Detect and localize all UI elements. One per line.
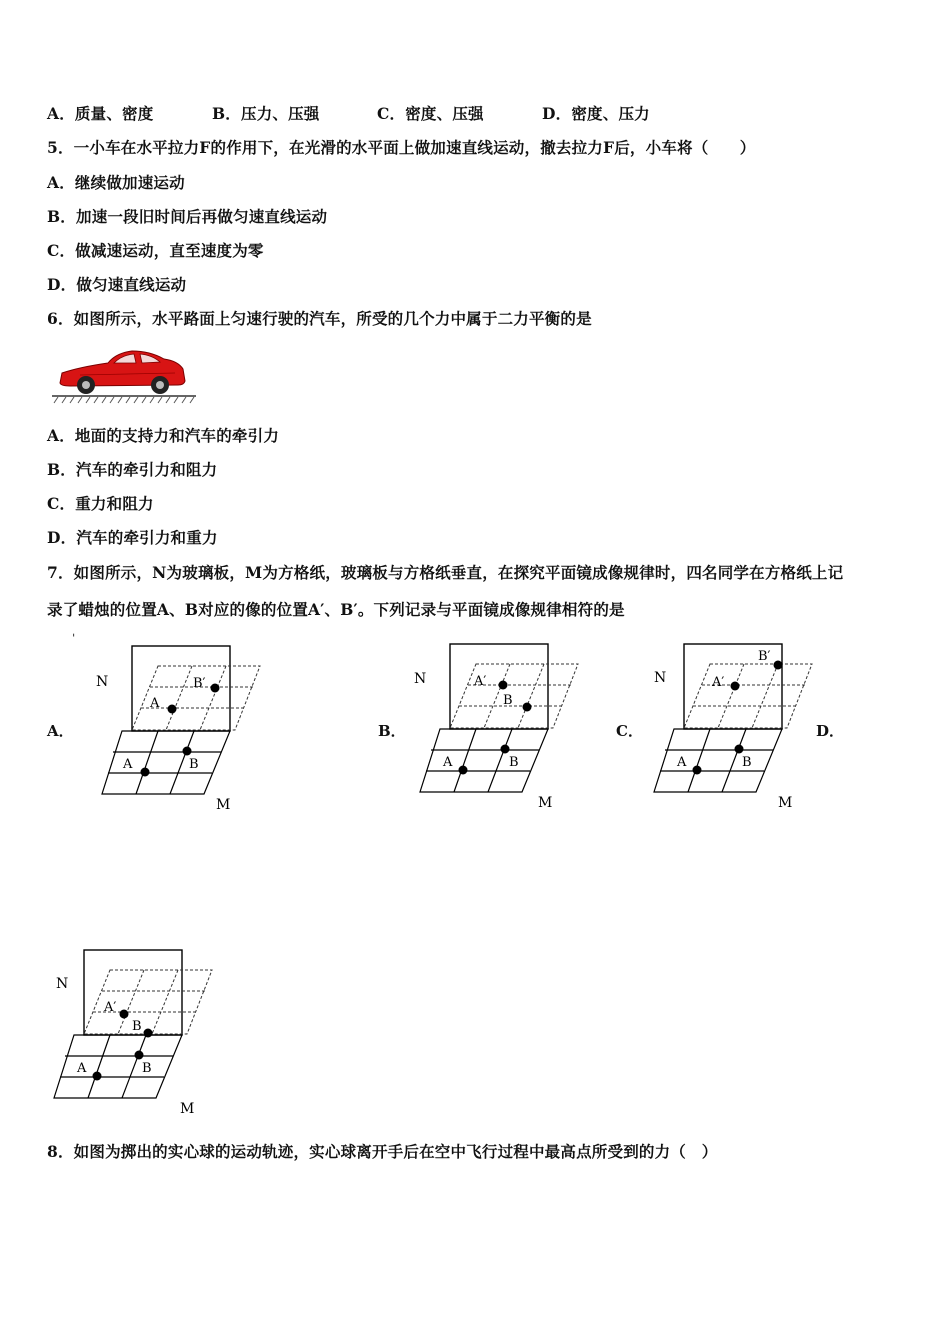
q4-option-a: A．质量、密度 xyxy=(47,104,154,123)
stray-mark: ˌ xyxy=(72,624,76,638)
q4-option-b: B．压力、压强 xyxy=(212,104,320,123)
label-a-image: A xyxy=(150,696,160,711)
q7-stem-line1: 7．如图所示，N为玻璃板，M为方格纸，玻璃板与方格纸垂直，在探究平面镜成像规律时，四名同学在方格纸上记 xyxy=(47,563,844,582)
q6-option-a: A．地面的支持力和汽车的牵引力 xyxy=(47,426,280,445)
q7-label-b: B． xyxy=(378,722,406,740)
label-b-image: B xyxy=(132,1019,142,1034)
label-b-image: B′ xyxy=(193,676,206,691)
label-b-image: B′ xyxy=(758,649,771,664)
label-m: M xyxy=(216,797,231,813)
mirror-figure-a xyxy=(90,640,270,820)
q8-stem: 8．如图为掷出的实心球的运动轨迹，实心球离开手后在空中飞行过程中最高点所受到的力（ ） xyxy=(47,1142,718,1161)
q6-option-c: C．重力和阻力 xyxy=(47,494,154,513)
q5-option-a: A．继续做加速运动 xyxy=(47,173,185,192)
q5-option-d: D．做匀速直线运动 xyxy=(47,275,187,294)
q6-stem: 6．如图所示，水平路面上匀速行驶的汽车，所受的几个力中属于二力平衡的是 xyxy=(47,309,592,328)
label-n: N xyxy=(654,670,667,686)
q6-option-b: B．汽车的牵引力和阻力 xyxy=(47,460,218,479)
label-m: M xyxy=(538,795,553,811)
label-b: B xyxy=(142,1061,152,1076)
label-a: A xyxy=(677,755,687,770)
q5-stem: 5．一小车在水平拉力F的作用下，在光滑的水平面上做加速直线运动，撤去拉力F后，小车将（ ） xyxy=(47,138,756,157)
label-n: N xyxy=(56,976,69,992)
q7-stem-line2: 录了蜡烛的位置A、B对应的像的位置A′、B′。下列记录与平面镜成像规律相符的是 xyxy=(47,600,625,619)
q5-option-c: C．做减速运动，直至速度为零 xyxy=(47,241,264,260)
mirror-figure-d xyxy=(42,944,222,1124)
q4-option-c: C．密度、压强 xyxy=(377,104,484,123)
label-b: B xyxy=(509,755,519,770)
label-a: A xyxy=(77,1061,87,1076)
q4-option-d: D．密度、压力 xyxy=(542,104,650,123)
label-m: M xyxy=(180,1101,195,1117)
label-b: B xyxy=(742,755,752,770)
label-m: M xyxy=(778,795,793,811)
label-n: N xyxy=(96,674,109,690)
label-b-image: B xyxy=(503,693,513,708)
label-a-image: A′ xyxy=(104,1000,117,1015)
q7-label-d: D． xyxy=(816,722,845,740)
q7-label-a: A． xyxy=(47,722,74,740)
mirror-figure-c xyxy=(642,638,822,818)
label-a-image: A′ xyxy=(712,675,725,690)
mirror-figure-b xyxy=(408,638,588,818)
q5-option-b: B．加速一段旧时间后再做匀速直线运动 xyxy=(47,207,328,226)
label-a-image: A′ xyxy=(474,674,487,689)
label-b: B xyxy=(189,757,199,772)
label-n: N xyxy=(414,671,427,687)
label-a: A xyxy=(443,755,453,770)
label-a: A xyxy=(123,757,133,772)
car-figure xyxy=(50,345,200,405)
q6-option-d: D．汽车的牵引力和重力 xyxy=(47,528,218,547)
q7-label-c: C． xyxy=(616,722,643,740)
